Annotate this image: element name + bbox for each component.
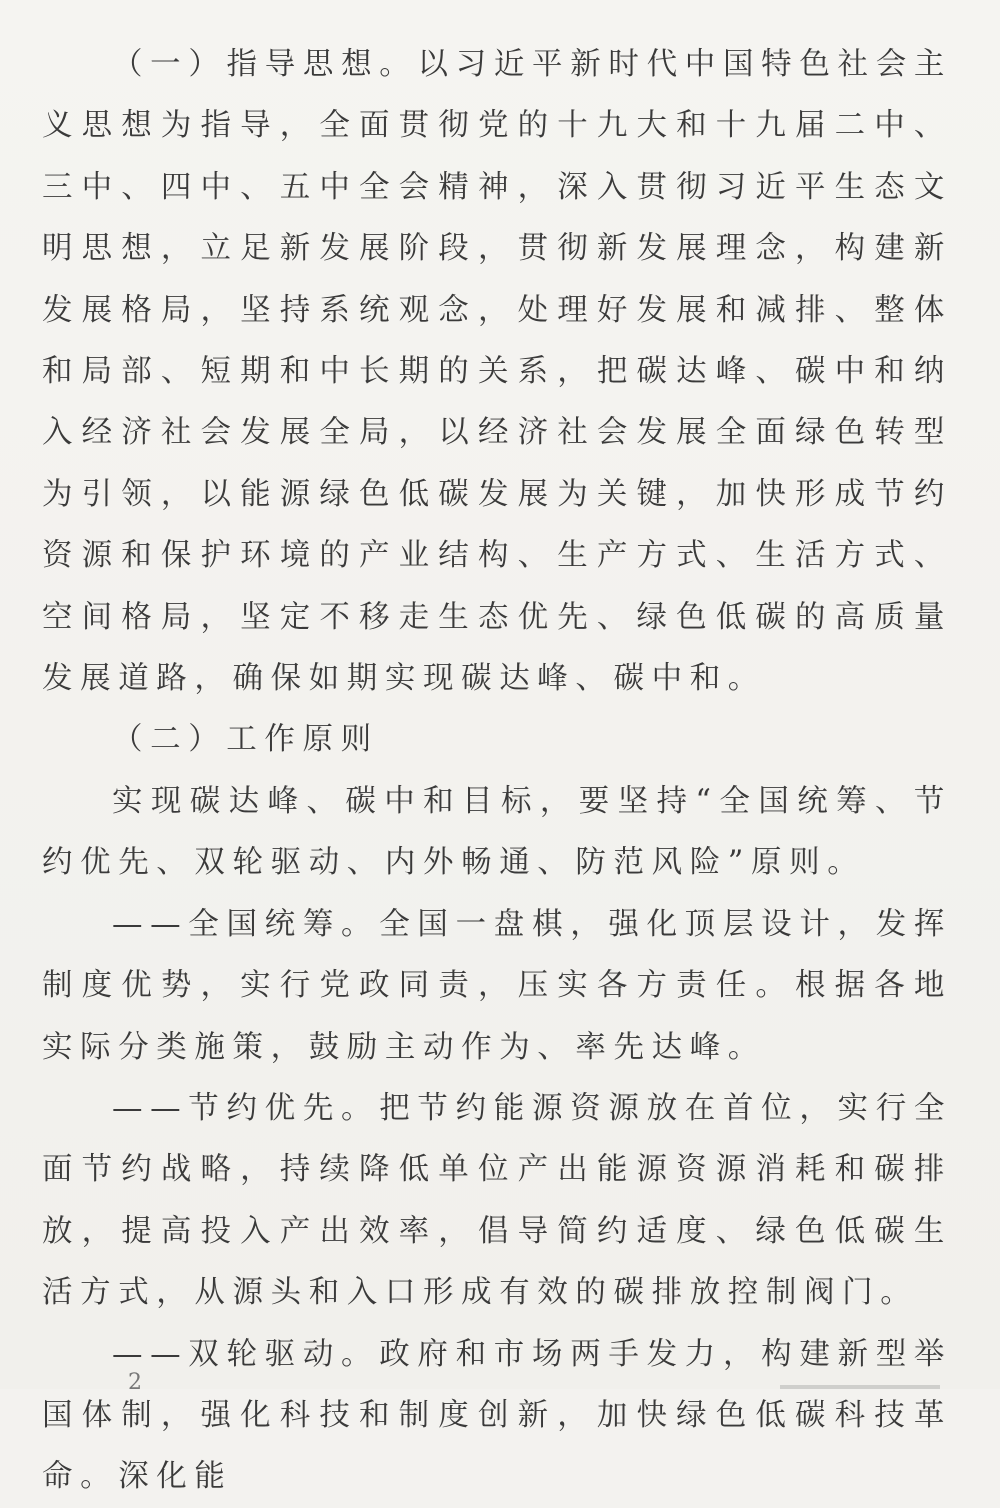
heading-work-principles: （二）工作原则 (112, 722, 379, 758)
bottom-edge-mark (780, 1385, 940, 1389)
document-body (42, 34, 952, 1508)
page-number: 2 (128, 1370, 142, 1395)
paragraph-conservation-priority: ——节约优先。把节约能源资源放在首位，实行全面节约战略，持续降低单位产出能源资源消耗和碳排放，提高投入产出效率，倡导简约适度、绿色低碳生活方式，从源头和入口形成有效的碳排放控制阀门。 (42, 1090, 952, 1311)
paragraph-guiding-thought: （一）指导思想。以习近平新时代中国特色社会主义思想为指导，全面贯彻党的十九大和十九届二中、三中、四中、五中全会精神，深入贯彻习近平生态文明思想，立足新发展阶段，贯彻新发展理念，构建新发展格局，坚持系统观念，处理好发展和减排、整体和局部、短期和中长期的关系，把碳达峰、碳中和纳入经济社会发展全局，以经济社会发展全面绿色转型为引领，以能源绿色低碳发展为关键，加快形成节约资源和保护环境的产业结构、生产方式、生活方式、空间格局，坚定不移走生态优先、绿色低碳的高质量发展道路，确保如期实现碳达峰、碳中和。 (42, 47, 952, 697)
paragraph-dual-drive: ——双轮驱动。政府和市场两手发力，构建新型举国体制，强化科技和制度创新，加快绿色低碳科技革命。深化能 (42, 1336, 952, 1495)
paragraph-principles-intro: 实现碳达峰、碳中和目标，要坚持“全国统筹、节约优先、双轮驱动、内外畅通、防范风险”原则。 (42, 783, 952, 881)
paragraph-national-coordination: ——全国统筹。全国一盘棋，强化顶层设计，发挥制度优势，实行党政同责，压实各方责任。根据各地实际分类施策，鼓励主动作为、率先达峰。 (42, 906, 952, 1065)
